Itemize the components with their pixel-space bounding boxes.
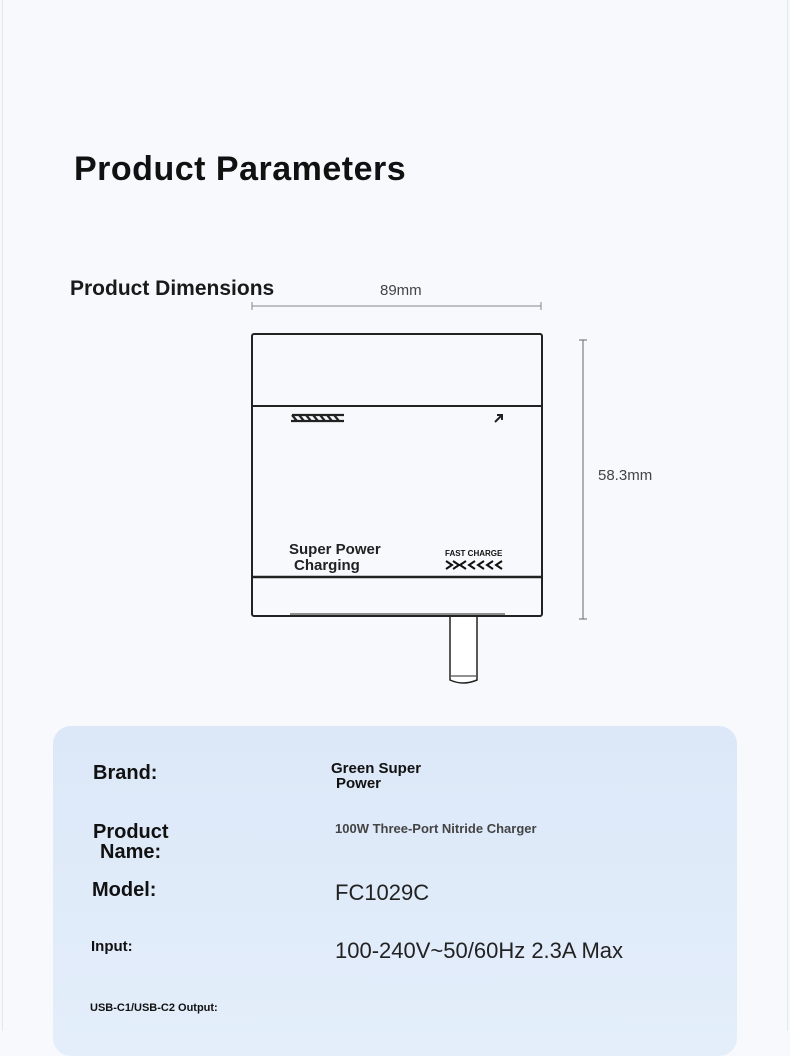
- height-dimension-label: 58.3mm: [598, 467, 653, 484]
- output-label: USB-C1/USB-C2 Output:: [90, 1002, 218, 1014]
- page-title: Product Parameters: [74, 150, 407, 188]
- brand-value-line2: Power: [336, 775, 382, 792]
- fast-charge-badge: FAST CHARGE: [445, 549, 503, 558]
- input-label: Input:: [91, 938, 133, 955]
- input-value: 100-240V~50/60Hz 2.3A Max: [335, 938, 624, 963]
- dimensions-heading: Product Dimensions: [70, 277, 275, 300]
- charger-label-line1: Super Power: [289, 541, 381, 558]
- model-value: FC1029C: [335, 880, 430, 905]
- charger-label-line2: Charging: [294, 557, 360, 574]
- model-label: Model:: [92, 879, 157, 901]
- arrow-icon: [495, 415, 502, 422]
- product-name-label-line2: Name:: [100, 841, 162, 863]
- plug-prong: [450, 617, 477, 683]
- product-name-value: 100W Three-Port Nitride Charger: [335, 821, 537, 836]
- product-name-label-line1: Product: [93, 821, 169, 843]
- width-dimension-label: 89mm: [380, 282, 422, 299]
- height-dimension-line: [579, 340, 587, 619]
- chevrons-icon: [446, 561, 502, 569]
- stripe-icon: [291, 415, 344, 421]
- width-dimension-line: [252, 302, 541, 310]
- brand-label: Brand:: [93, 762, 158, 784]
- brand-value-line1: Green Super: [331, 760, 422, 777]
